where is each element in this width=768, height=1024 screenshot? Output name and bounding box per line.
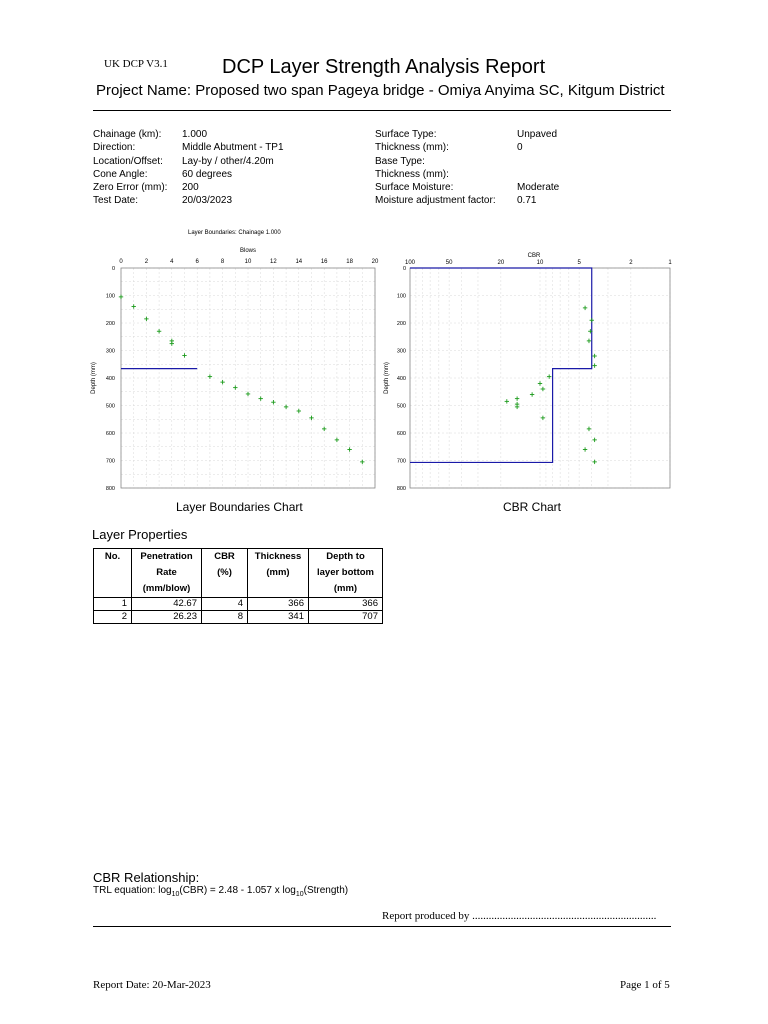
info-right-labels bbox=[375, 128, 496, 208]
x-tick-label: 14 bbox=[295, 259, 303, 265]
data-point bbox=[590, 318, 594, 322]
y-tick-label: 800 bbox=[396, 486, 406, 492]
x-tick-label: 2 bbox=[144, 259, 149, 265]
info-value: 60 degrees bbox=[182, 168, 233, 180]
cell-thickness: 366 bbox=[248, 598, 309, 611]
software-version: UK DCP V3.1 bbox=[104, 58, 168, 70]
cell-no: 2 bbox=[94, 611, 132, 624]
data-point bbox=[541, 416, 545, 420]
y-tick-label: 400 bbox=[396, 376, 406, 382]
x-tick-label: 10 bbox=[244, 259, 252, 265]
data-point bbox=[284, 405, 288, 409]
data-point bbox=[271, 400, 275, 404]
data-point bbox=[583, 306, 587, 310]
y-tick-label: 200 bbox=[105, 321, 115, 327]
data-point bbox=[297, 409, 301, 413]
cbr-chart-caption: CBR Chart bbox=[503, 500, 562, 514]
column-header-cbr: CBR (%) bbox=[202, 549, 248, 598]
data-point bbox=[515, 396, 519, 400]
data-point bbox=[220, 380, 224, 384]
data-point bbox=[144, 317, 148, 321]
x-tick-label: 5 bbox=[577, 260, 581, 266]
x-tick-label: 20 bbox=[497, 260, 505, 266]
info-value: Moderate bbox=[517, 182, 560, 194]
x-tick-label: 50 bbox=[445, 260, 453, 266]
cell-thickness: 341 bbox=[248, 611, 309, 624]
info-label: Zero Error (mm): bbox=[93, 182, 168, 194]
y-tick-label: 700 bbox=[396, 458, 406, 465]
data-point bbox=[583, 447, 587, 451]
info-label: Base Type: bbox=[375, 155, 425, 167]
report-title: DCP Layer Strength Analysis Report bbox=[222, 56, 546, 78]
cell-cbr: 8 bbox=[202, 611, 248, 624]
info-left-values bbox=[182, 128, 284, 208]
data-point bbox=[592, 363, 596, 367]
data-point bbox=[233, 385, 237, 389]
y-tick-label: 100 bbox=[396, 293, 406, 300]
data-point bbox=[246, 392, 250, 396]
info-label: Cone Angle: bbox=[93, 168, 148, 180]
info-value: 200 bbox=[182, 182, 199, 194]
column-header-no: No. bbox=[94, 549, 132, 598]
y-tick-label: 600 bbox=[105, 431, 115, 437]
column-header-penetration: Penetration Rate (mm/blow) bbox=[132, 549, 202, 598]
page-number: Page 1 of 5 bbox=[620, 979, 670, 991]
y-tick-label: 700 bbox=[105, 458, 115, 465]
y-tick-label: 300 bbox=[105, 348, 115, 355]
y-tick-label: 600 bbox=[396, 431, 406, 437]
data-point bbox=[208, 374, 212, 378]
x-tick-label: 100 bbox=[404, 260, 416, 266]
layer-properties-table bbox=[93, 548, 383, 624]
info-value: 20/03/2023 bbox=[182, 195, 233, 207]
data-point bbox=[592, 354, 596, 358]
column-header-thickness: Thickness (mm) bbox=[248, 549, 309, 598]
cell-penetration: 26.23 bbox=[132, 611, 202, 624]
chart-title: Layer Boundaries: Chainage 1.000 bbox=[188, 230, 281, 236]
x-tick-label: 0 bbox=[119, 259, 123, 265]
data-point bbox=[259, 396, 263, 400]
data-point bbox=[322, 427, 326, 431]
cell-depth: 366 bbox=[309, 598, 383, 611]
y-tick-label: 300 bbox=[396, 348, 406, 355]
y-tick-label: 0 bbox=[111, 266, 115, 272]
info-label: Surface Moisture: bbox=[375, 182, 454, 194]
data-point bbox=[157, 329, 161, 333]
cbr-relationship-title: CBR Relationship: bbox=[93, 870, 200, 885]
x-tick-label: 2 bbox=[629, 260, 633, 266]
data-point bbox=[541, 387, 545, 391]
y-axis-label: Depth (mm) bbox=[384, 362, 390, 394]
data-point bbox=[170, 341, 174, 345]
table-row bbox=[94, 611, 383, 624]
project-name: Project Name: Proposed two span Pageya bridge - Omiya Anyima SC, Kitgum District bbox=[96, 82, 665, 99]
info-value: 0 bbox=[517, 142, 523, 154]
y-tick-label: 500 bbox=[105, 403, 115, 410]
x-axis-label: CBR bbox=[527, 253, 541, 259]
y-tick-label: 0 bbox=[402, 266, 406, 272]
info-value: Middle Abutment - TP1 bbox=[182, 142, 284, 154]
report-date: Report Date: 20-Mar-2023 bbox=[93, 979, 211, 991]
cell-no: 1 bbox=[94, 598, 132, 611]
data-point bbox=[347, 447, 351, 451]
x-tick-label: 1 bbox=[668, 260, 672, 266]
info-label: Location/Offset: bbox=[93, 155, 163, 167]
data-point bbox=[587, 339, 591, 343]
column-header-depth: Depth to layer bottom (mm) bbox=[309, 549, 383, 598]
info-value bbox=[517, 155, 559, 168]
info-value: 0.71 bbox=[517, 195, 537, 207]
data-point bbox=[592, 460, 596, 464]
x-tick-label: 16 bbox=[320, 259, 328, 265]
info-label: Chainage (km): bbox=[93, 129, 162, 140]
x-tick-label: 8 bbox=[220, 259, 225, 265]
data-point bbox=[538, 381, 542, 385]
data-point bbox=[592, 438, 596, 442]
header-divider bbox=[93, 110, 671, 111]
trl-equation: TRL equation: $\log_{10}(CBR) = 2.48 - 1.057$ x $\log_{10}(Strength)$ bbox=[93, 885, 349, 898]
table-row bbox=[94, 598, 383, 611]
data-point bbox=[360, 460, 364, 464]
y-tick-label: 400 bbox=[105, 376, 115, 382]
info-value: Unpaved bbox=[517, 129, 558, 140]
x-tick-label: 6 bbox=[195, 259, 199, 265]
y-tick-label: 200 bbox=[396, 321, 406, 327]
y-tick-label: 100 bbox=[105, 293, 115, 300]
layer-boundaries-caption: Layer Boundaries Chart bbox=[176, 500, 303, 514]
x-tick-label: 4 bbox=[170, 259, 174, 265]
cell-depth: 707 bbox=[309, 611, 383, 624]
data-point bbox=[505, 399, 509, 403]
y-axis-label: Depth (mm) bbox=[91, 362, 97, 394]
data-point bbox=[132, 304, 136, 308]
info-label: Thickness (mm): bbox=[375, 142, 449, 154]
info-value: Lay-by / other/4.20m bbox=[182, 155, 274, 167]
x-tick-label: 18 bbox=[346, 259, 353, 265]
data-point bbox=[530, 392, 534, 396]
data-point bbox=[587, 427, 591, 431]
info-right-values bbox=[517, 128, 559, 208]
info-label: Surface Type: bbox=[375, 129, 437, 140]
info-left-labels bbox=[93, 128, 167, 208]
x-tick-label: 20 bbox=[371, 259, 379, 265]
report-produced-by: Report produced by ................................................................... bbox=[382, 910, 657, 922]
y-tick-label: 800 bbox=[105, 486, 115, 492]
x-tick-label: 10 bbox=[536, 260, 544, 266]
x-tick-label: 12 bbox=[270, 259, 277, 265]
footer-divider bbox=[93, 926, 671, 927]
info-label: Direction: bbox=[93, 142, 136, 154]
info-label: Test Date: bbox=[93, 195, 139, 207]
layer-boundaries-chart bbox=[85, 222, 385, 497]
layer-properties-title: Layer Properties bbox=[92, 527, 188, 542]
x-axis-label: Blows bbox=[239, 248, 257, 254]
table-header-row bbox=[94, 549, 383, 598]
data-point bbox=[182, 353, 186, 357]
info-label: Thickness (mm): bbox=[375, 168, 449, 180]
cell-cbr: 4 bbox=[202, 598, 248, 611]
data-point bbox=[335, 438, 339, 442]
cbr-chart bbox=[378, 245, 678, 497]
y-tick-label: 500 bbox=[396, 403, 406, 410]
cell-penetration: 42.67 bbox=[132, 598, 202, 611]
info-value bbox=[517, 168, 559, 181]
info-label: Moisture adjustment factor: bbox=[375, 195, 496, 207]
info-value: 1.000 bbox=[182, 129, 208, 140]
